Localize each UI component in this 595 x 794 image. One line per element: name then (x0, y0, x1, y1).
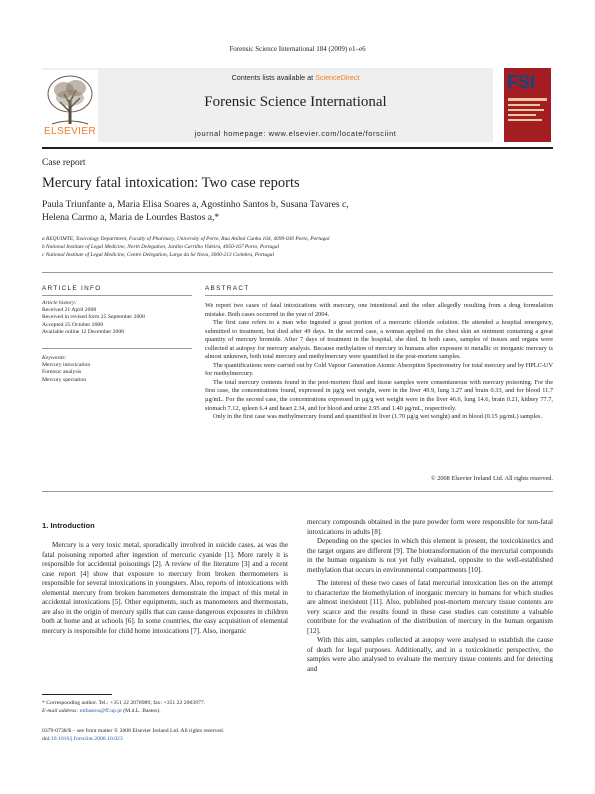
abstract-paragraph: The quantifications were carried out by Cold Vapour Generation Atomic Absorption Spectrometry for total mercury and by HPLC-UV for methylmercury. (205, 361, 553, 378)
email-link[interactable]: mlbastos@ff.up.pt (79, 708, 122, 714)
affiliation-a: a REQUIMTE, Toxicology Department, Faculty of Pharmacy, University of Porto, Rua Aníbal Cunha 164, 4099-030 Porto, Portugal (42, 236, 330, 242)
contents-line (98, 73, 493, 82)
footnote-rule (42, 694, 112, 695)
abstract-paragraph: We report two cases of fatal intoxications with mercury, one intentional and the other allegedly resulting from a drug formulation mistake. Both cases occurred in the year of 2004. (205, 302, 553, 318)
author-list (42, 199, 542, 224)
authors-line-1: Paula Triunfante a, Maria Elisa Soares a, Agostinho Santos b, Susana Tavares c, (42, 199, 349, 210)
email-line (42, 707, 292, 715)
doi-link[interactable]: 10.1016/j.forsciint.2008.10.023 (50, 736, 123, 742)
intro-paragraph: Depending on the species in which this element is present, the toxicokinetics and the target organs are different [9]. The biotransformation of the mercurial compounds in the human organism is not yet fully evaluated, opposite to the well-established methylation that occurs in environmental compartments [10]. (307, 537, 553, 574)
keyword-item: Mercury intoxication (42, 362, 91, 369)
keywords-rule (42, 348, 192, 349)
article-type: Case report (42, 158, 86, 168)
abstract-heading: ABSTRACT (205, 285, 250, 292)
intro-paragraph: mercury compounds obtained in the pure powder form were responsible for non-fatal intoxications in adults [8]. (307, 518, 553, 536)
article-history (42, 300, 192, 336)
elsevier-wordmark: ELSEVIER (43, 126, 97, 137)
keywords (42, 355, 192, 384)
email-label: E-mail address: (42, 708, 80, 714)
doi-line (42, 735, 342, 743)
header-rule (42, 147, 553, 149)
abstract-rule (205, 295, 553, 296)
abstract-paragraph: Only in the first case was methylmercury found and quantified in liver (1.70 µg/g wet weight) and in blood (0.15 µg/mL) samples. (213, 413, 543, 421)
abstract-bottom-rule (42, 491, 553, 492)
abstract-paragraph: The total mercury contents found in the post-mortem fluid and tissue samples were consentaneous with mercury poisoning. For the first case, the concentrations found, expressed in µg/g wet weight, were in the liver 49.9, lung 3.27 and brain 0.33, and for blood 11.7 µg/mL. For the second case, the concentrations expressed in µg/g wet weight were in the liver 46.6, lung 14.6, brain 0.21, kidney 77.7, stomach 7.12, spleen 6.4 and heart 2.34, and for blood and urine 2.95 and 1.40 µg/mL, respectively. (205, 378, 553, 412)
journal-cover-thumbnail (504, 68, 551, 142)
introduction-heading: 1. Introduction (42, 521, 95, 530)
article-title: Mercury fatal intoxication: Two case reports (42, 175, 300, 191)
intro-paragraph: With this aim, samples collected at autopsy were analysed to establish the cause of death for legal purposes. Additionally, and in a toxicokinetic perspective, the samples were also analysed to evaluate the mercury tissue contents and for detecting and (307, 636, 553, 673)
body-right-column (307, 518, 553, 674)
intro-paragraph: The interest of these two cases of fatal mercurial intoxication lies on the attempt to characterize the biomethylation of inorganic mercury in humans for which studies are almost inexistent [11]. Also, published post-mortem mercury tissue contents are very scarce and the results found in these case studies can constitute a valuable contribute for the evaluation of the distribution of mercury in the human organism [12]. (307, 579, 553, 635)
affiliation-b: b National Institute of Legal Medicine, North Delegation, Jardim Carrilho Videira, 4050-167 Porto, Portugal (42, 244, 280, 250)
affiliation-c: c National Institute of Legal Medicine, Centre Delegation, Largo da Sé Nova, 3000-213 Coimbra, Portugal (42, 252, 274, 258)
journal-name: Forensic Science International (204, 94, 387, 110)
article-info-heading: ARTICLE INFO (42, 285, 102, 292)
email-suffix: (M.d.L. Bastos). (121, 708, 161, 714)
cover-abbrev: FSI (507, 72, 536, 92)
cover-text-lines-icon (508, 98, 547, 126)
authors-line-2: Helena Carmo a, Maria de Lourdes Bastos a,* (42, 211, 220, 223)
contents-prefix: Contents lists available at (231, 73, 316, 82)
history-label: Article history: (42, 300, 77, 306)
abstract-paragraph: The first case refers to a man who ingested a great portion of a mercuric chloride solution. He attended a hospital emergency, submitted to treatment, but died after 49 days. In the second case, a woman applied on the chest skin an ointment containing a great quantity of mercury bromide. After 7 days of treatment in the hospital, she died. In both cases, samples of tissues and organs were collected at autopsy for mercury analysis. Because methylation of mercury in humans after exposure to metallic or inorganic mercury is almost unknown, both total mercury and methylmercury were quantified in the post-mortem samples. (205, 319, 553, 361)
journal-citation-line: Forensic Science International 184 (2009) e1–e6 (229, 45, 366, 53)
history-received: Received 21 April 2008 (42, 307, 97, 314)
intro-paragraph: Mercury is a very toxic metal, sporadically involved in suicide cases, as was the fatal poisoning reported after ingestion of mercuric cyanide [1]. More rarely it is responsible for accidental poisonings [2]. A review of the literature [3] and a recent case report [4] show that exposure to mercury from broken thermometers is responsible for several intoxications in youngsters. Also, reports of intoxications with elemental mercury from broken barometers demonstrate the impact of this metal in accidental intoxications [5]. Other equipments, such as manometers and thermostats, are also in the origin of mercury spills that can cause dangerous exposures in children both at home and at schools [6]. In some countries, the easy acquisition of elemental mercury is responsible for child home intoxications [7]. Also, inorganic (42, 541, 288, 635)
keyword-item: Forensic analysis (42, 369, 82, 376)
keyword-item: Mercury speciation (42, 376, 87, 383)
history-online: Available online 12 December 2008 (42, 328, 125, 335)
issn-line: 0379-0738/$ – see front matter © 2008 Elsevier Ireland Ltd. All rights reserved. (42, 728, 225, 734)
keywords-label: Keywords: (42, 355, 67, 361)
history-accepted: Accepted 25 October 2008 (42, 321, 104, 328)
article-info-rule (42, 295, 192, 296)
abstract-copyright: © 2008 Elsevier Ireland Ltd. All rights reserved. (430, 475, 553, 482)
title-rule (42, 272, 553, 273)
issn-block (42, 727, 342, 743)
journal-homepage[interactable]: journal homepage: www.elsevier.com/locate/forsciint (194, 129, 397, 138)
sciencedirect-link[interactable]: ScienceDirect (315, 73, 360, 82)
history-revised: Received in revised form 25 September 2008 (42, 314, 145, 321)
corresponding-author: * Corresponding author. Tel.: +351 22 2078989; fax: +351 22 2003977. (42, 700, 206, 706)
corresponding-footnote (42, 699, 292, 715)
abstract-body (205, 302, 553, 422)
doi-label: doi: (42, 736, 51, 742)
body-left-column (42, 541, 288, 636)
